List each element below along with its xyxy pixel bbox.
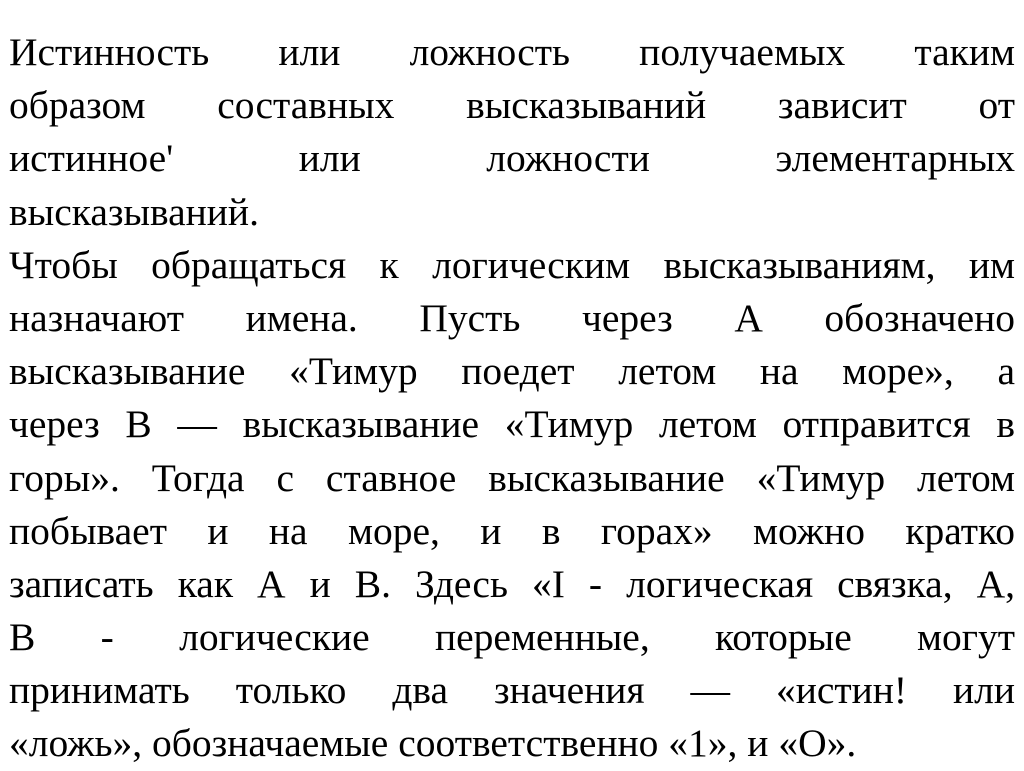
text-line: образом составных высказываний зависит от xyxy=(9,83,1015,128)
text-line: побывает и на море, и в горах» можно кратко xyxy=(9,508,1015,553)
text-line: Истинность или ложность получаемых таким xyxy=(9,30,1015,74)
text-line: истинное' или ложности элементарных xyxy=(9,136,1015,181)
text-line: В - логические переменные, которые могут xyxy=(9,615,1015,660)
text-line: высказываний. xyxy=(9,189,259,234)
text-line: записать как А и В. Здесь «I - логическая связка, А, xyxy=(9,561,1015,606)
text-line: высказывание «Тимур поедет летом на море», а xyxy=(9,349,1015,394)
text-line: назначают имена. Пусть через А обозначено xyxy=(9,295,1015,340)
text-line: через В — высказывание «Тимур летом отправится в xyxy=(9,402,1015,447)
text-line: принимать только два значения — «истин! или xyxy=(9,668,1015,713)
document-body xyxy=(9,26,1015,771)
text-line: горы». Тогда с ставное высказывание «Тимур летом xyxy=(9,455,1015,500)
text-line: Чтобы обращаться к логическим высказываниям, им xyxy=(9,242,1015,287)
text-line: «ложь», обозначаемые соответственно «1», и «О». xyxy=(9,721,857,766)
